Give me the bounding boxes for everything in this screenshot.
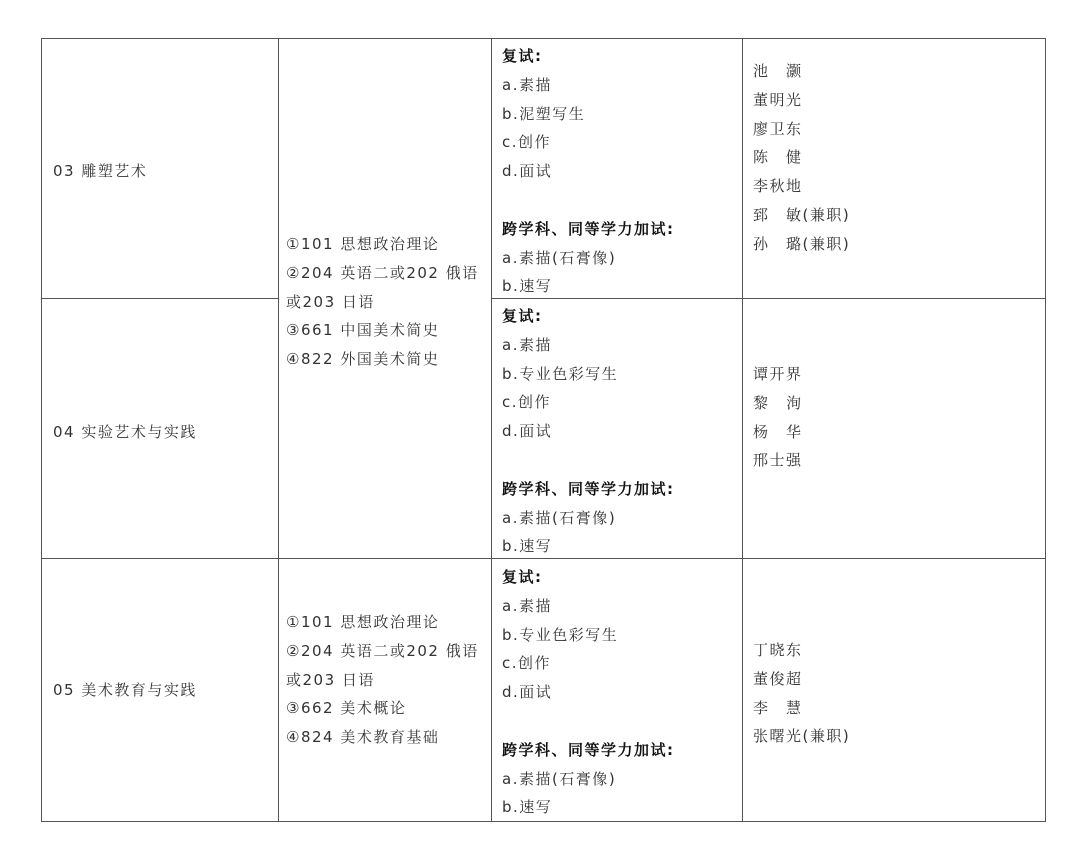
exam-item: a.素描	[502, 75, 552, 94]
subject-line: ④824 美术教育基础	[286, 728, 440, 747]
teacher-name: 郅 敏(兼职)	[753, 205, 851, 224]
exam-item: b.专业色彩写生	[502, 625, 619, 644]
teacher-name: 丁晓东	[753, 641, 803, 659]
exam-item: a.素描	[502, 596, 552, 615]
teacher-name: 董明光	[753, 90, 803, 109]
major-name: 04 实验艺术与实践	[53, 422, 197, 441]
extra-exam-item: b.速写	[502, 277, 553, 296]
teacher-name: 廖卫东	[753, 119, 803, 138]
teachers-cell	[753, 360, 1038, 475]
table-border-right	[1045, 38, 1046, 822]
exam-item: b.专业色彩写生	[502, 364, 619, 383]
exam-item: b.泥塑写生	[502, 104, 586, 123]
extra-exam-label: 跨学科、同等学力加试:	[502, 479, 675, 498]
teacher-name: 孙 璐(兼职)	[753, 234, 851, 253]
exam-item: a.素描	[502, 335, 552, 354]
exam-item: c.创作	[502, 654, 552, 673]
subject-line: ①101 思想政治理论	[286, 613, 440, 631]
teachers-cell	[753, 636, 1038, 751]
major-cell	[53, 299, 273, 565]
major-name: 03 雕塑艺术	[53, 161, 148, 180]
table-border-left	[41, 38, 42, 822]
column-divider	[742, 38, 743, 822]
extra-exam-label: 跨学科、同等学力加试:	[502, 219, 675, 238]
extra-exam-label: 跨学科、同等学力加试:	[502, 740, 675, 759]
teacher-name: 董俊超	[753, 669, 803, 688]
column-divider	[278, 38, 279, 822]
subject-line: ①101 思想政治理论	[286, 235, 440, 253]
exam-label: 复试:	[502, 47, 543, 65]
extra-exam-item: a.素描(石膏像)	[502, 248, 617, 267]
major-cell	[53, 559, 273, 821]
major-name: 05 美术教育与实践	[53, 680, 197, 699]
subject-line: ②204 英语二或202 俄语	[286, 263, 479, 282]
extra-exam-item: a.素描(石膏像)	[502, 508, 617, 527]
teacher-name: 陈 健	[753, 148, 803, 167]
subject-line: ③661 中国美术简史	[286, 321, 440, 340]
exam-item: d.面试	[502, 683, 553, 702]
teacher-name: 杨 华	[753, 422, 803, 441]
exam-item: d.面试	[502, 162, 553, 181]
extra-exam-item: b.速写	[502, 798, 553, 817]
exam-cell	[502, 563, 738, 822]
subjects-cell	[286, 608, 486, 752]
major-cell	[53, 38, 273, 304]
teacher-name: 池 灏	[753, 62, 803, 80]
exam-label: 复试:	[502, 307, 543, 325]
admissions-table	[41, 38, 1046, 822]
subject-line: 或203 日语	[286, 670, 375, 689]
teacher-name: 黎 洵	[753, 393, 803, 412]
teacher-name: 张曙光(兼职)	[753, 727, 851, 746]
exam-item: c.创作	[502, 393, 552, 412]
teacher-name: 谭开界	[753, 365, 803, 383]
teacher-name: 邢士强	[753, 451, 803, 470]
subject-line: 或203 日语	[286, 292, 375, 311]
exam-cell	[502, 42, 738, 301]
exam-item: d.面试	[502, 422, 553, 441]
column-divider	[491, 38, 492, 822]
subject-line: ④822 外国美术简史	[286, 350, 440, 369]
extra-exam-item: a.素描(石膏像)	[502, 769, 617, 788]
teacher-name: 李秋地	[753, 177, 803, 196]
teacher-name: 李 慧	[753, 698, 803, 717]
exam-cell	[502, 302, 738, 561]
exam-label: 复试:	[502, 568, 543, 586]
subject-line: ②204 英语二或202 俄语	[286, 641, 479, 660]
subjects-cell	[286, 230, 486, 374]
extra-exam-item: b.速写	[502, 537, 553, 556]
exam-item: c.创作	[502, 133, 552, 152]
teachers-cell	[753, 57, 1038, 259]
subject-line: ③662 美术概论	[286, 699, 407, 718]
